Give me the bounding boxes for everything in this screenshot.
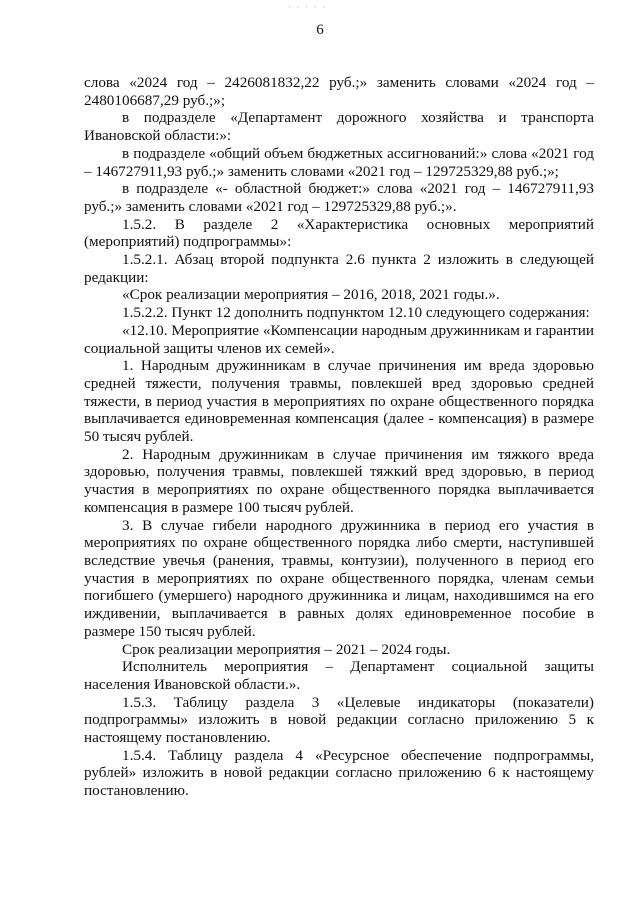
paragraph-15: 1.5.3. Таблицу раздела 3 «Целевые индикаторы (показатели) подпрограммы» изложить в новой редакции согласно приложению 5 к настоящему постановлению. <box>84 693 594 747</box>
top-marks: · · · · · <box>288 3 328 12</box>
paragraph-3: в подразделе «общий объем бюджетных ассигнований:» слова «2021 год – 146727911,93 руб.;» заменить словами «2021 год – 129725329,88 руб.;»; <box>84 144 594 180</box>
paragraph-9: «12.10. Мероприятие «Компенсации народным дружинникам и гарантии социальной защиты членов их семей». <box>84 321 594 357</box>
page-number: 6 <box>316 22 324 38</box>
paragraph-8: 1.5.2.2. Пункт 12 дополнить подпунктом 12.10 следующего содержания: <box>122 304 590 322</box>
paragraph-11: 2. Народным дружинникам в случае причинения им тяжкого вреда здоровью, получения травмы, повлекшей тяжкий вред здоровью, в период участия в мероприятиях по охране общественного порядка выплачивается компенсация в размере 100 тысяч рублей. <box>84 445 594 516</box>
paragraph-2: в подразделе «Департамент дорожного хозяйства и транспорта Ивановской области:»: <box>84 109 594 145</box>
paragraph-1: слова «2024 год – 2426081832,22 руб.;» заменить словами «2024 год – 2480106687,29 руб.;»; <box>84 74 594 109</box>
paragraph-12: 3. В случае гибели народного дружинника в период его участия в мероприятиях по охране общественного порядка либо смерти, наступившей вследствие увечья (ранения, травмы, контузии), полученного в период его участия в мероприятиях по охране общественного порядка, членам семьи погибшего (умершего) народного дружинника и лицам, находившимся на его иждивении, выплачивается в равных долях единовременное пособие в размере 150 тысяч рублей. <box>84 516 594 640</box>
paragraph-5: 1.5.2. В разделе 2 «Характеристика основных мероприятий (мероприятий) подпрограммы»: <box>84 215 594 251</box>
paragraph-16: 1.5.4. Таблицу раздела 4 «Ресурсное обеспечение подпрограммы, рублей» изложить в новой редакции согласно приложению 6 к настоящему постановлению. <box>84 746 594 800</box>
paragraph-7: «Срок реализации мероприятия – 2016, 2018, 2021 годы.». <box>122 286 500 304</box>
paragraph-4: в подразделе «- областной бюджет:» слова «2021 год – 146727911,93 руб.;» заменить словами «2021 год – 129725329,88 руб.;». <box>84 180 594 215</box>
document-body <box>84 74 594 800</box>
paragraph-6: 1.5.2.1. Абзац второй подпункта 2.6 пункта 2 изложить в следующей редакции: <box>84 251 594 286</box>
paragraph-13: Срок реализации мероприятия – 2021 – 2024 годы. <box>122 640 451 658</box>
paragraph-10: 1. Народным дружинникам в случае причинения им вреда здоровью средней тяжести, получения травмы, повлекшей вред здоровью средней тяжести, в период участия в мероприятиях по охране общественного порядка выплачивается единовременная компенсация (далее - компенсация) в размере 50 тысяч рублей. <box>84 357 594 446</box>
paragraph-14: Исполнитель мероприятия – Департамент социальной защиты населения Ивановской области.». <box>84 658 594 693</box>
